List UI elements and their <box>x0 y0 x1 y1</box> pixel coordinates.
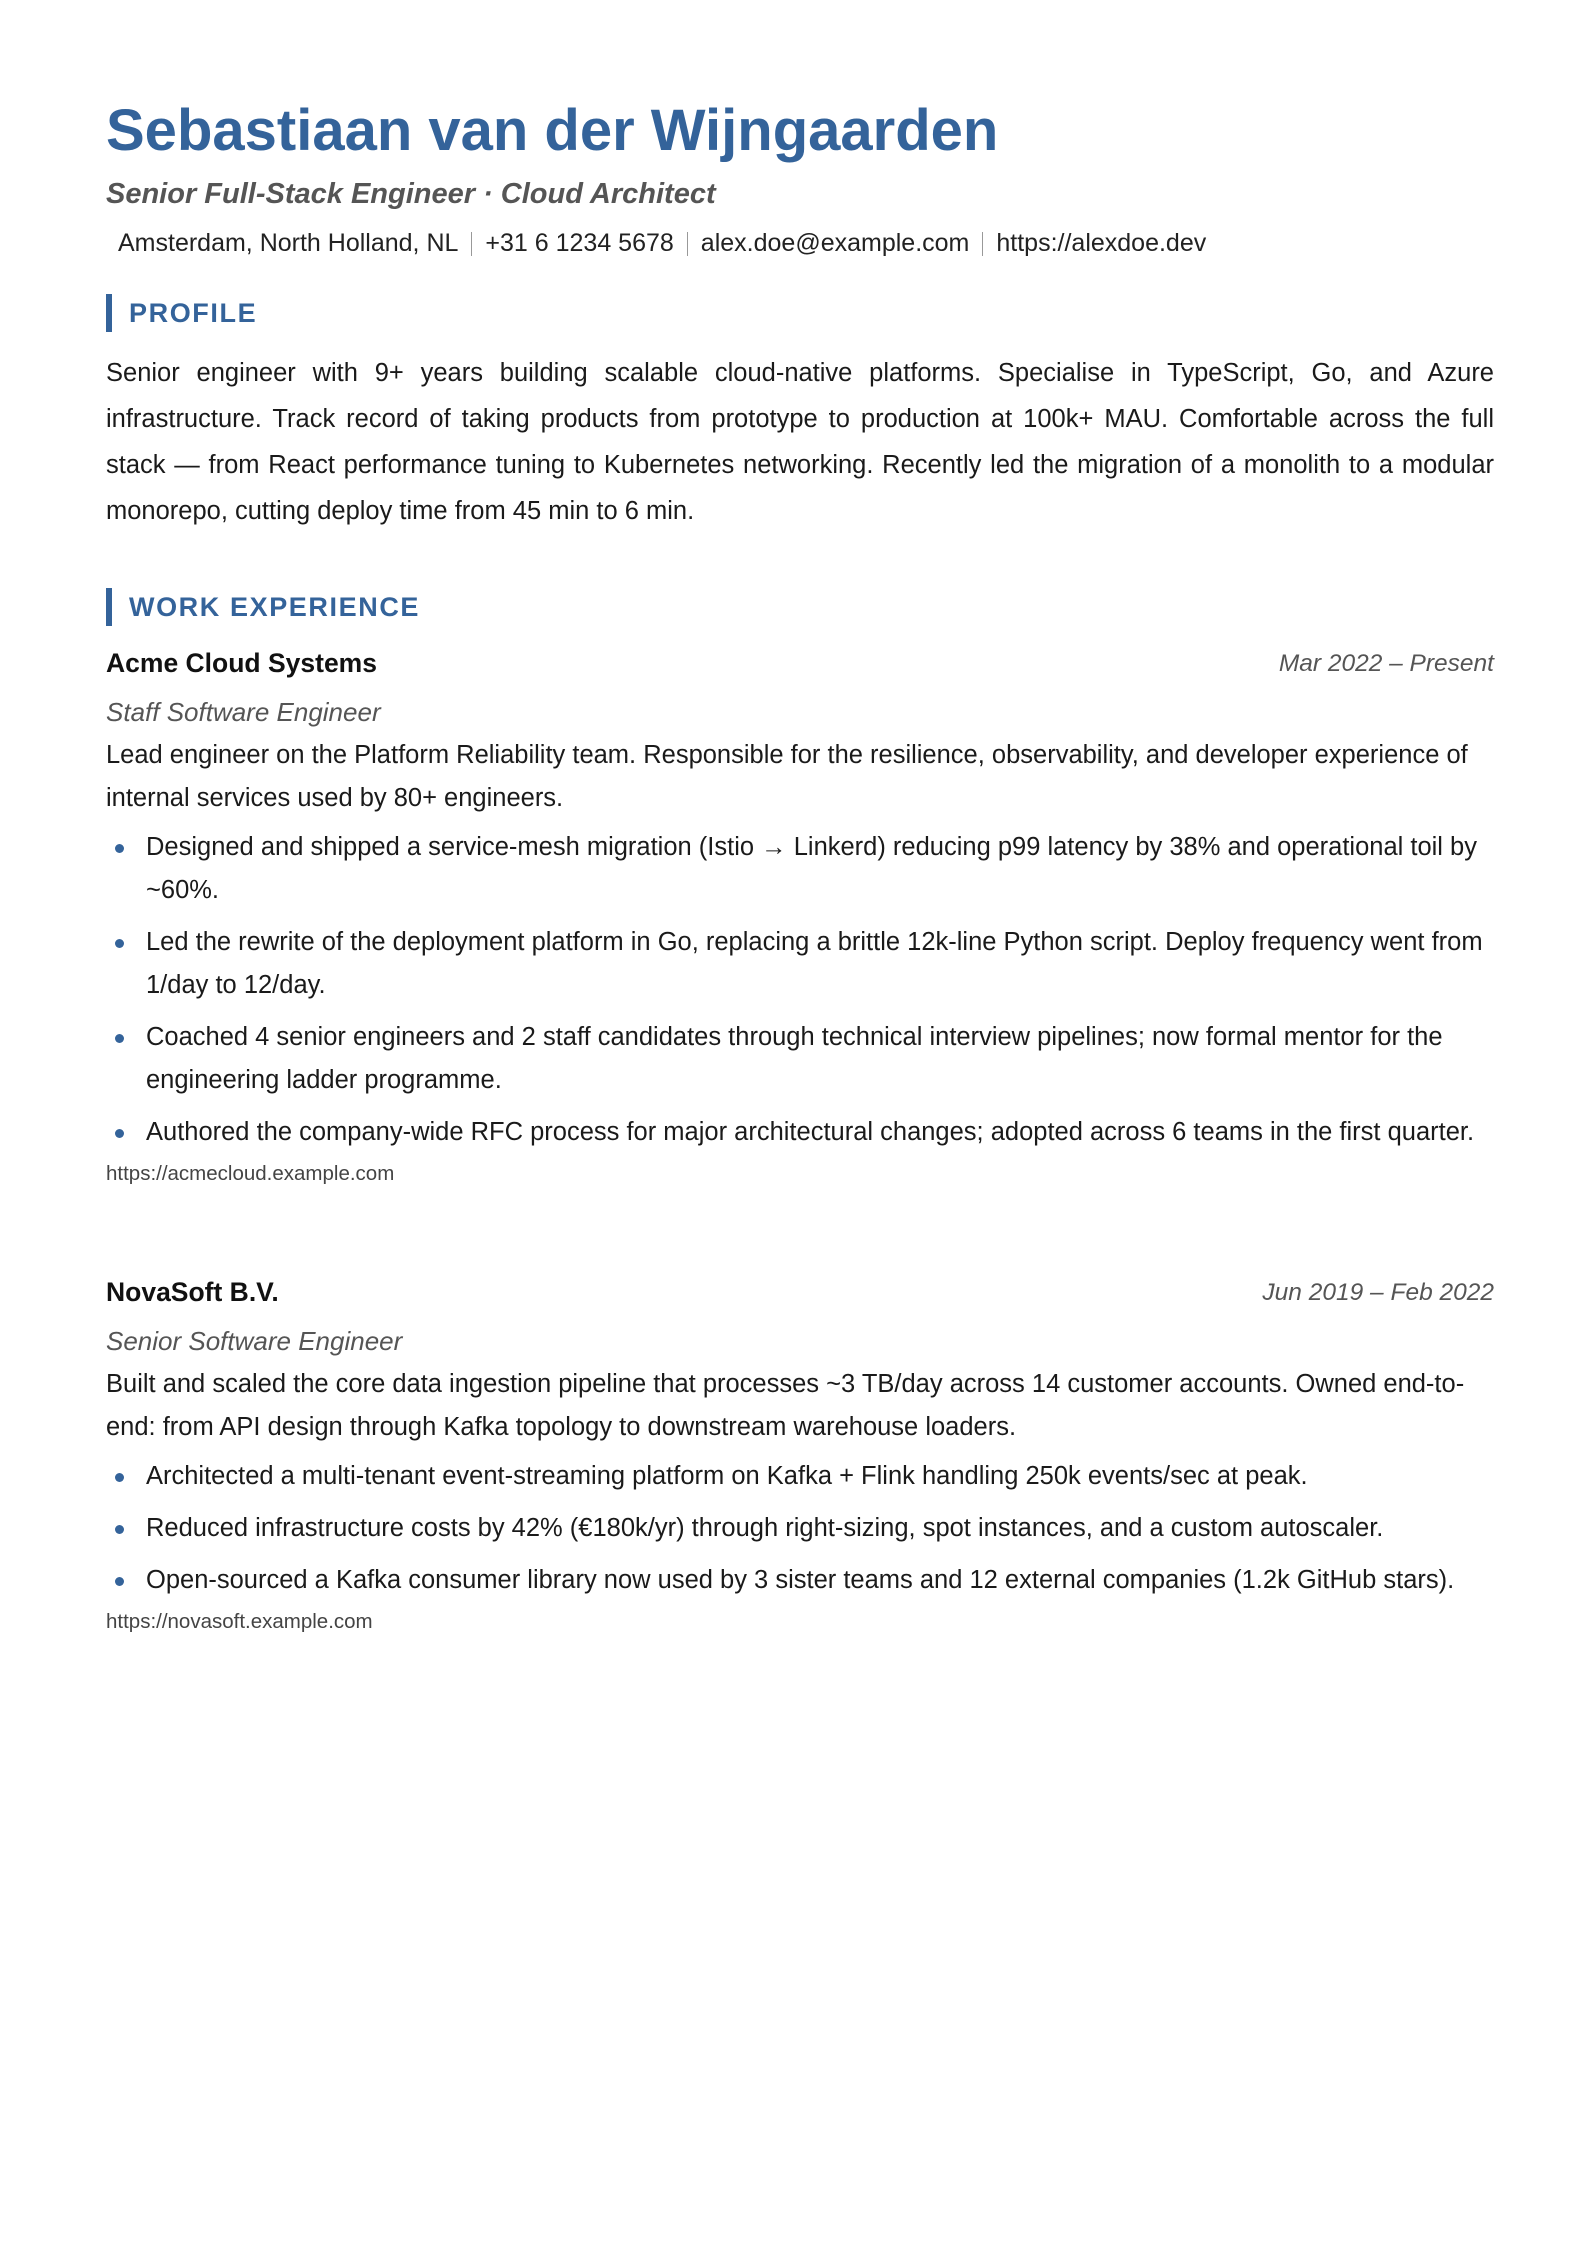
job-bullet-text: Open-sourced a Kafka consumer library now used by 3 sister teams and 12 external companies (1.2k GitHub stars). <box>146 1566 1455 1594</box>
contact-line <box>118 229 1206 258</box>
contact-email[interactable]: alex.doe@example.com <box>700 229 970 257</box>
job-header <box>106 1277 1494 1317</box>
job-url[interactable]: https://acmecloud.example.com <box>106 1162 395 1185</box>
profile-heading: PROFILE <box>106 294 257 332</box>
job-company: NovaSoft B.V. <box>106 1277 279 1307</box>
bullet-dot-icon <box>115 939 124 948</box>
job-bullets <box>106 1455 1494 1602</box>
job-bullets <box>106 826 1494 1154</box>
job-bullet <box>106 1559 1494 1602</box>
bullet-dot-icon <box>115 1577 124 1586</box>
contact-location: Amsterdam, North Holland, NL <box>118 229 459 257</box>
job-url[interactable]: https://novasoft.example.com <box>106 1610 373 1633</box>
job-bullet-text: Coached 4 senior engineers and 2 staff candidates through technical interview pipelines; now formal mentor for the engineering ladder programme. <box>146 1023 1443 1094</box>
job-entry <box>106 648 1494 1189</box>
job-bullet <box>106 921 1494 1007</box>
job-bullet-text: Reduced infrastructure costs by 42% (€180k/yr) through right-sizing, spot instances, and a custom autoscaler. <box>146 1514 1384 1542</box>
job-header <box>106 648 1494 688</box>
contact-separator <box>471 232 472 256</box>
job-company: Acme Cloud Systems <box>106 648 377 678</box>
contact-separator <box>687 232 688 256</box>
job-bullet <box>106 1455 1494 1498</box>
job-bullet-text: Architected a multi-tenant event-streaming platform on Kafka + Flink handling 250k events/sec at peak. <box>146 1462 1308 1490</box>
bullet-dot-icon <box>115 1129 124 1138</box>
job-bullet <box>106 1507 1494 1550</box>
job-bullet-text: Designed and shipped a service-mesh migration (Istio → Linkerd) reducing p99 latency by 38% and operational toil by ~60%. <box>146 833 1477 904</box>
bullet-dot-icon <box>115 1034 124 1043</box>
job-description: Built and scaled the core data ingestion pipeline that processes ~3 TB/day across 14 customer accounts. Owned end-to-end: from API design through Kafka topology to downstream warehouse loaders. <box>106 1370 1465 1441</box>
job-description: Lead engineer on the Platform Reliability team. Responsible for the resilience, observability, and developer experience of internal services used by 80+ engineers. <box>106 741 1468 812</box>
job-bullet-text: Led the rewrite of the deployment platform in Go, replacing a brittle 12k-line Python script. Deploy frequency went from 1/day to 12/day. <box>146 928 1483 999</box>
candidate-tagline: Senior Full-Stack Engineer · Cloud Architect <box>106 178 716 210</box>
job-dates: Jun 2019 – Feb 2022 <box>1262 1279 1494 1306</box>
bullet-dot-icon <box>115 844 124 853</box>
contact-phone: +31 6 1234 5678 <box>485 229 674 257</box>
job-bullet <box>106 1111 1494 1154</box>
job-entry <box>106 1277 1494 1637</box>
work-experience-heading: WORK EXPERIENCE <box>106 588 420 626</box>
bullet-dot-icon <box>115 1473 124 1482</box>
job-dates: Mar 2022 – Present <box>1278 650 1494 677</box>
bullet-dot-icon <box>115 1525 124 1534</box>
contact-separator <box>982 232 983 256</box>
job-bullet <box>106 826 1494 912</box>
candidate-name: Sebastiaan van der Wijngaarden <box>106 98 999 163</box>
contact-website[interactable]: https://alexdoe.dev <box>996 229 1207 257</box>
job-title: Senior Software Engineer <box>106 1326 403 1356</box>
profile-summary: Senior engineer with 9+ years building scalable cloud-native platforms. Specialise in TypeScript, Go, and Azure infrastructure. Track record of taking products from prototype to production at 100k+ MAU. Comfortable across the full stack — from React performance tuning to Kubernetes networking. Recently led the migration of a monolith to a modular monorepo, cutting deploy time from 45 min to 6 min. <box>106 359 1494 525</box>
job-bullet <box>106 1016 1494 1102</box>
job-title: Staff Software Engineer <box>106 697 381 727</box>
job-bullet-text: Authored the company-wide RFC process for major architectural changes; adopted across 6 teams in the first quarter. <box>146 1118 1475 1146</box>
